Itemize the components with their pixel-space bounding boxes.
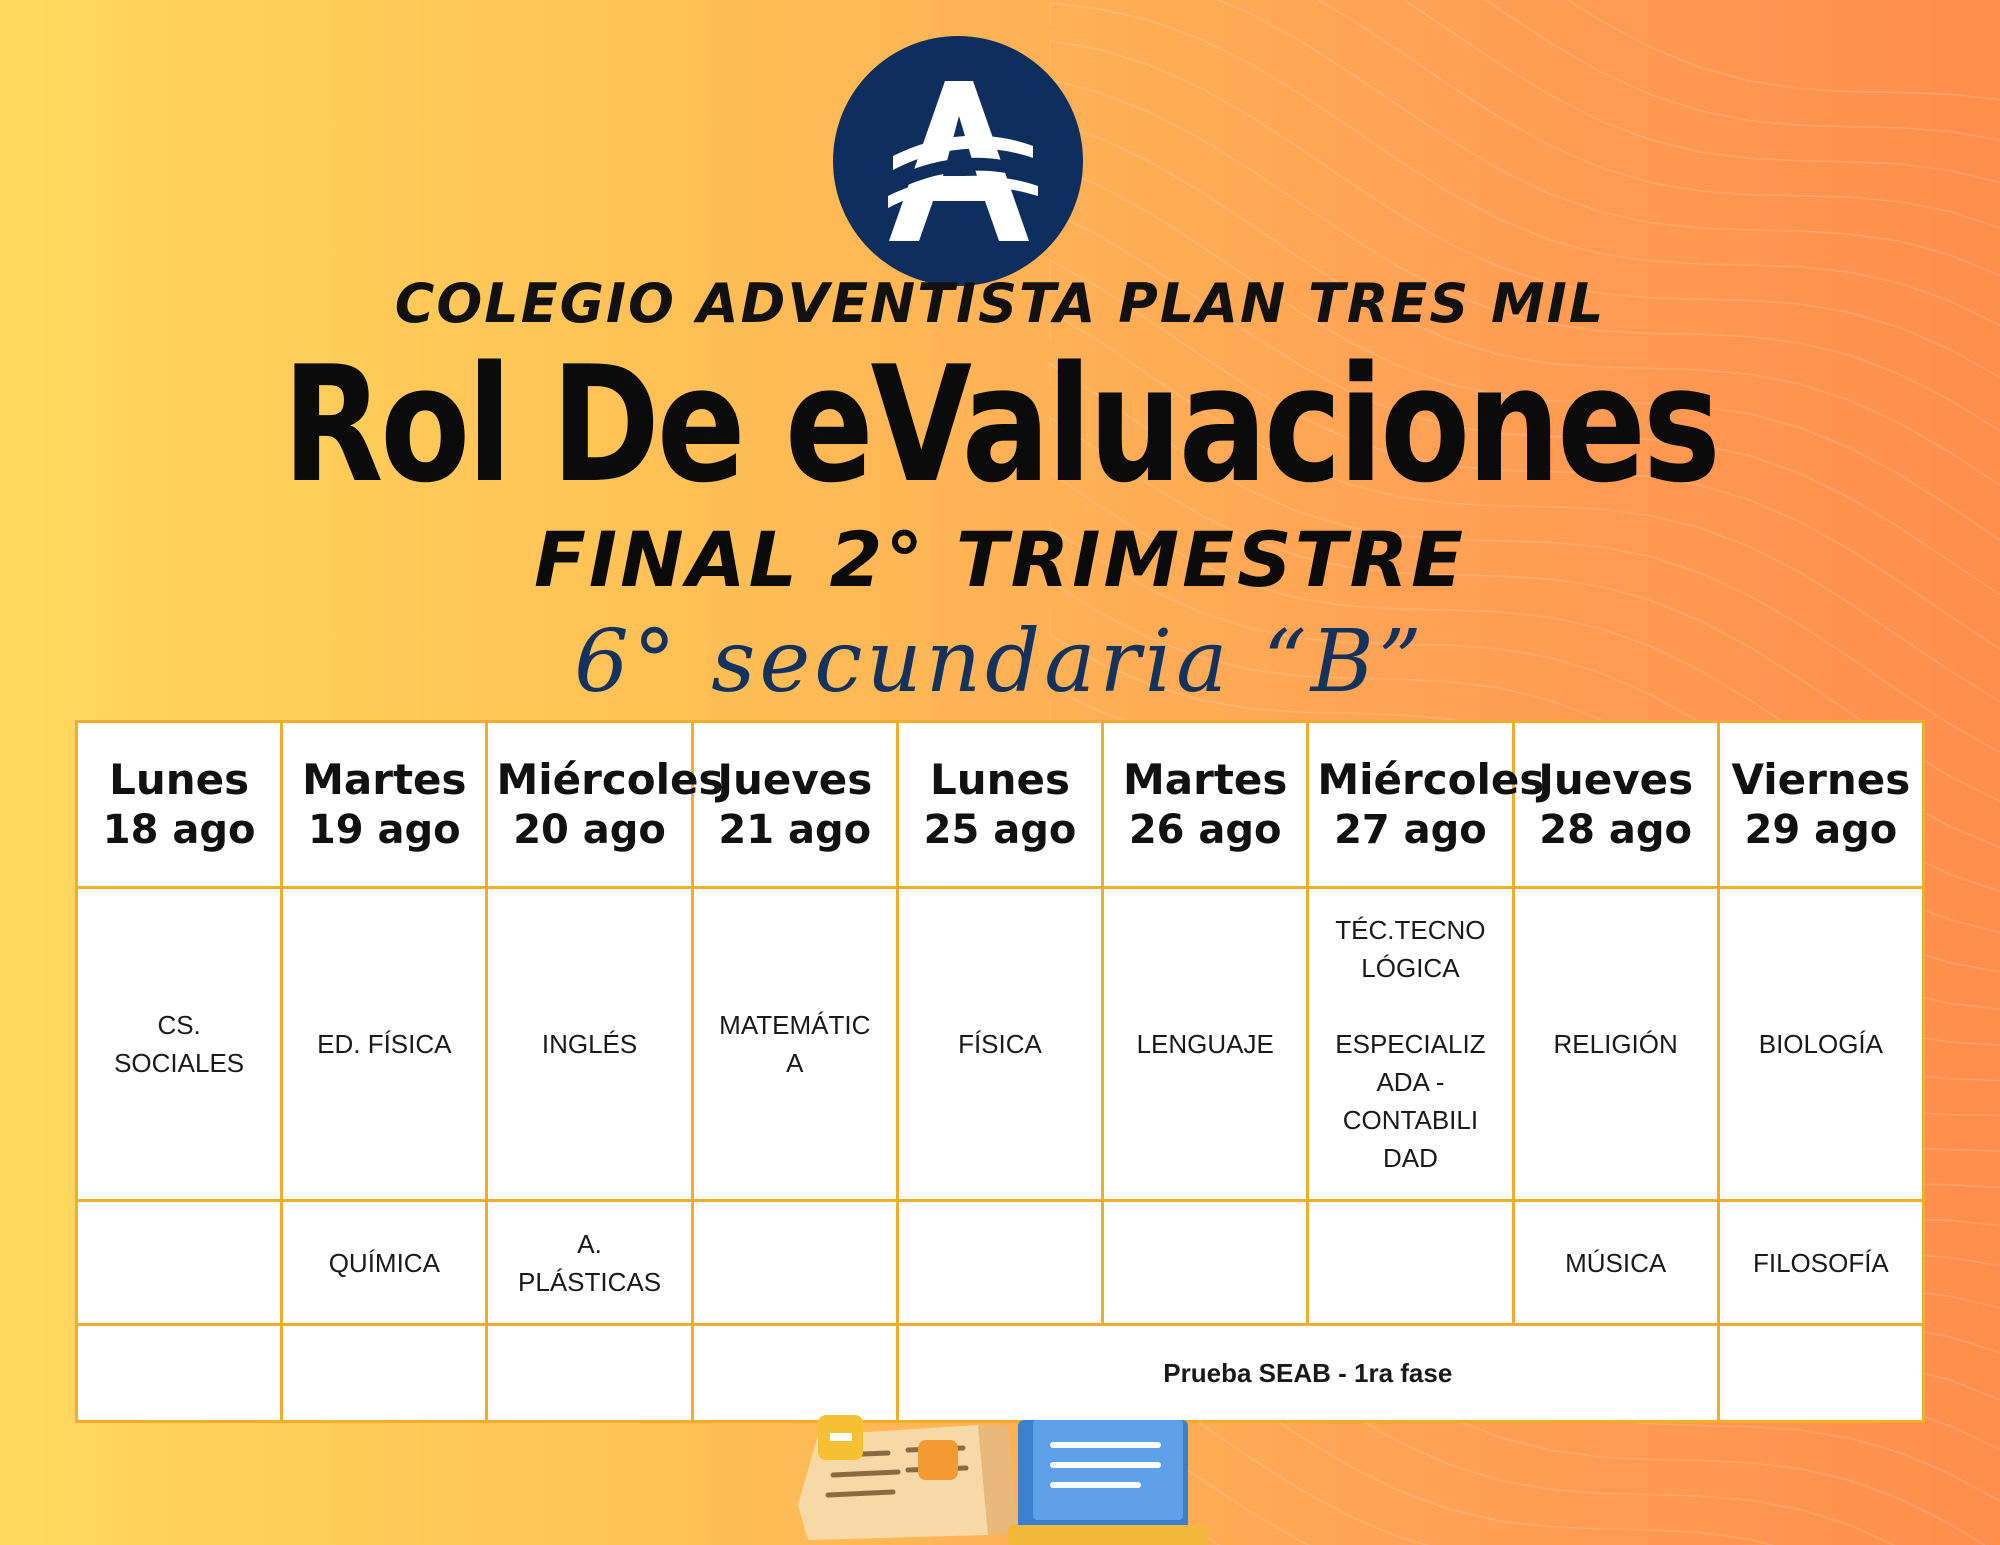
subject-text-line: A [786, 1048, 804, 1078]
day-header-cell [1103, 722, 1308, 888]
table-cell [692, 1325, 897, 1422]
subject-cell [897, 1201, 1102, 1325]
day-name: Jueves [717, 754, 873, 804]
day-header-cell [77, 722, 282, 888]
day-date: 18 ago [102, 806, 256, 853]
subject-text-line: TÉC.TECNO [1335, 915, 1486, 945]
day-name: Miércoles [1317, 754, 1545, 804]
evaluation-schedule-table [75, 720, 1925, 1423]
subject-text-line: FILOSOFÍA [1752, 1247, 1889, 1278]
day-header-cell [1513, 722, 1718, 888]
table-header-row [77, 722, 1924, 888]
subject-text-line: ADA - [1376, 1067, 1445, 1097]
subject-text-line: PLÁSTICAS [518, 1266, 662, 1297]
day-date: 27 ago [1334, 806, 1487, 853]
subject-text-line: SOCIALES [114, 1048, 245, 1078]
subject-text-line: A. [577, 1228, 602, 1259]
day-name: Lunes [109, 754, 250, 804]
table-row [77, 1201, 1924, 1325]
subject-text-line: DAD [1382, 1143, 1438, 1173]
subject-text-line: CONTABILI [1342, 1105, 1479, 1135]
subject-text-line: LÓGICA [1361, 953, 1460, 983]
day-name: Jueves [1538, 754, 1694, 804]
subject-cell [1308, 888, 1513, 1201]
trimester-subtitle: FINAL 2° TRIMESTRE [533, 515, 1467, 604]
day-name: Lunes [929, 754, 1071, 804]
day-header-cell [897, 722, 1102, 888]
subject-text-line [1317, 987, 1503, 1025]
subject-text-line: ESPECIALIZ [1335, 1029, 1486, 1059]
table-row [77, 888, 1924, 1201]
books-illustration-icon [778, 1415, 1228, 1545]
day-name: Miércoles [496, 754, 724, 804]
table-cell [1718, 1325, 1923, 1422]
subject-text-line: INGLÉS [541, 1029, 638, 1059]
subject-text-line: LENGUAJE [1136, 1029, 1274, 1059]
subject-cell [692, 888, 897, 1201]
day-name: Martes [1122, 754, 1288, 804]
day-date: 25 ago [923, 806, 1077, 853]
day-date: 20 ago [513, 806, 666, 853]
subject-cell [1103, 888, 1308, 1201]
subject-cell [282, 1201, 487, 1325]
subject-cell [1103, 1201, 1308, 1325]
subject-cell [282, 888, 487, 1201]
wave-line [1050, 0, 2000, 140]
wave-line [1050, 0, 2000, 228]
table-cell [487, 1325, 692, 1422]
subject-text-line: CS. [157, 1010, 201, 1040]
day-date: 26 ago [1128, 806, 1282, 853]
subject-text-line: RELIGIÓN [1553, 1029, 1678, 1059]
table-row [77, 1325, 1924, 1422]
day-date: 19 ago [307, 806, 461, 853]
subject-text-line: FÍSICA [958, 1029, 1042, 1059]
day-header-cell [1308, 722, 1545, 888]
table-cell [282, 1325, 487, 1422]
subject-cell [1308, 1201, 1513, 1325]
subject-text-line: ED. FÍSICA [317, 1029, 452, 1059]
day-header-cell [487, 722, 724, 888]
day-date: 29 ago [1744, 806, 1898, 853]
day-header-cell [1718, 722, 1923, 888]
subject-text-line: QUÍMICA [328, 1247, 440, 1278]
subject-text-line: MATEMÁTIC [719, 1010, 871, 1040]
subject-cell [77, 888, 282, 1201]
subject-cell [77, 1201, 282, 1325]
day-header-cell [282, 722, 487, 888]
grade-label: 6° secundaria “B” [574, 612, 1426, 712]
wave-line [1050, 0, 2000, 275]
subject-cell [1718, 888, 1923, 1201]
subject-cell [487, 1201, 692, 1325]
table-cell [77, 1325, 282, 1422]
seab-event-cell: Prueba SEAB - 1ra fase [897, 1325, 1718, 1422]
subject-text-line: MÚSICA [1565, 1247, 1667, 1278]
subject-cell [1718, 1201, 1923, 1325]
day-header-cell [692, 722, 897, 888]
subject-cell [1513, 1201, 1718, 1325]
school-logo [833, 36, 1083, 286]
school-name: COLEGIO ADVENTISTA PLAN TRES MIL [394, 272, 1606, 335]
day-date: 21 ago [718, 806, 872, 853]
day-name: Viernes [1731, 754, 1911, 804]
page-title: Rol De eValuaciones [282, 331, 1718, 518]
subject-cell [692, 1201, 897, 1325]
subject-cell [487, 888, 692, 1201]
day-name: Martes [302, 754, 467, 804]
day-date: 28 ago [1539, 806, 1692, 853]
subject-cell [897, 888, 1102, 1201]
subject-text-line: BIOLOGÍA [1758, 1029, 1883, 1059]
subject-cell [1513, 888, 1718, 1201]
